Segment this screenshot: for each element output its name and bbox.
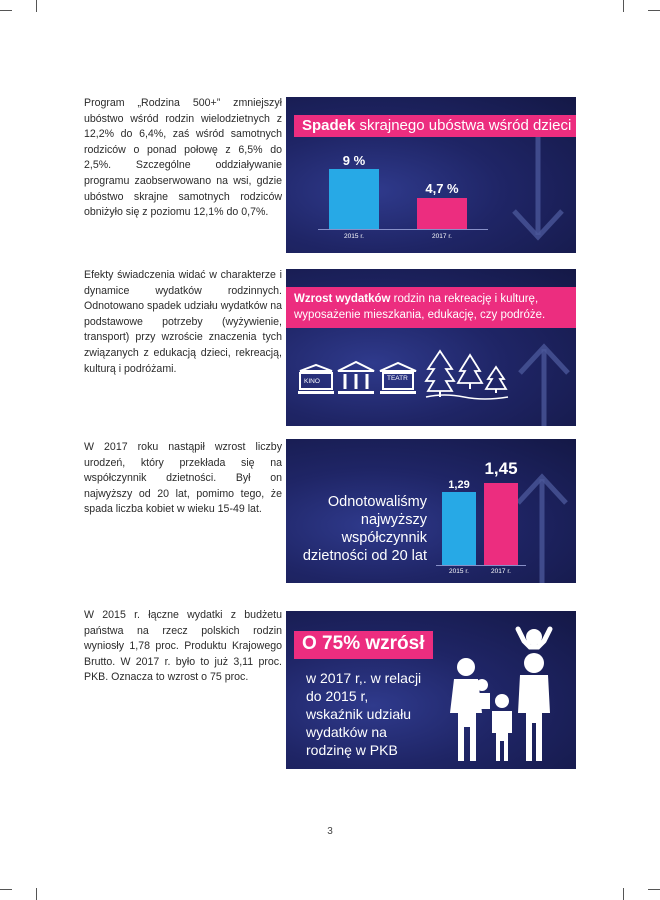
arrow-down-icon [508,125,568,245]
paragraph-budget: W 2015 r. łączne wydatki z budżetu państwa na rzecz polskich rodzin wyniosły 1,78 proc. Produktu Krajowego Brutto. W 2017 r. było to już 3,11 proc. PKB. Oznacza to wzrost o 75 proc. [84,609,282,684]
panel-title [294,115,576,137]
bar-2017 [417,198,467,229]
title-rest: rodzin na rekreację i kulturę, wyposażenie mieszkania, edukację, czy podróże. [294,293,546,321]
family-icon [446,623,566,763]
theatre-sign: TEATR [387,375,408,382]
crop-mark [623,0,624,12]
crop-mark [0,889,12,890]
bar-2015 [442,492,476,565]
axis-label-2017: 2017 r. [491,568,511,575]
axis-label-2017: 2017 r. [432,233,452,240]
crop-mark [36,0,37,12]
infographic-poverty [286,97,576,253]
bar-2015 [329,169,379,229]
arrow-up-icon [514,339,574,426]
panel-title [286,287,576,328]
infographic-fertility [286,439,576,583]
axis-baseline [436,565,526,566]
crop-mark [0,10,12,11]
value-label-2015: 1,29 [448,479,470,491]
bar-2017 [484,483,518,565]
value-label-2017: 1,45 [484,459,518,478]
value-label-2015: 9 % [342,153,366,168]
crop-mark [623,888,624,900]
crop-mark [648,10,660,11]
page-number: 3 [327,826,333,837]
fertility-text: Odnotowaliśmy najwyższy współczynnik dzietności od 20 lat [302,494,427,564]
value-label-2017: 4,7 % [425,181,459,196]
paragraph-births: W 2017 roku nastąpił wzrost liczby urodzeń, który przekłada się na współczynnik dzietności. Był on najwyższy od 20 lat, pomimo tego, że spada liczba kobiet w wieku 15-49 lat. [84,441,282,516]
cinema-sign: KINO [304,378,320,385]
budget-text: w 2017 r,. w relacji do 2015 r, wskaźnik udziału wydatków na rodzinę w PKB [306,670,422,758]
museum-building-icon [336,359,376,399]
infographic-expenses [286,269,576,426]
crop-mark [648,889,660,890]
paragraph-expenses: Efekty świadczenia widać w charakterze i dynamice wydatków rodzinnych. Odnotowano spadek udziału wydatków na podstawowe potrzeby (wyżywienie, transport) przy wzroście znaczenia tych związanych z edukacją dzieci, rekreacją, kulturą i podróżami. [84,269,282,375]
trees-icon [424,349,510,401]
axis-label-2015: 2015 r. [449,568,469,575]
title-bold: Spadek [302,117,356,134]
infographic-budget [286,611,576,769]
title-bold: Wzrost wydatków [294,293,391,305]
paragraph-poverty: Program „Rodzina 500+” zmniejszył ubóstwo wśród rodzin wielodzietnych z 12,2% do 6,4%, zaś wśród samotnych rodziców o ponad połowę z 6,5% do 2,5%. Szczególne oddziaływanie programu zaobserwowano na wsi, gdzie ubóstwo skrajne samotnych rodziców obniżyło się z poziomu 12,1% do 0,7%. [84,97,282,219]
axis-baseline [318,229,488,230]
panel-title: O 75% wzrósł [294,631,433,659]
title-rest: skrajnego ubóstwa wśród dzieci [355,117,572,134]
crop-mark [36,888,37,900]
axis-label-2015: 2015 r. [344,233,364,240]
